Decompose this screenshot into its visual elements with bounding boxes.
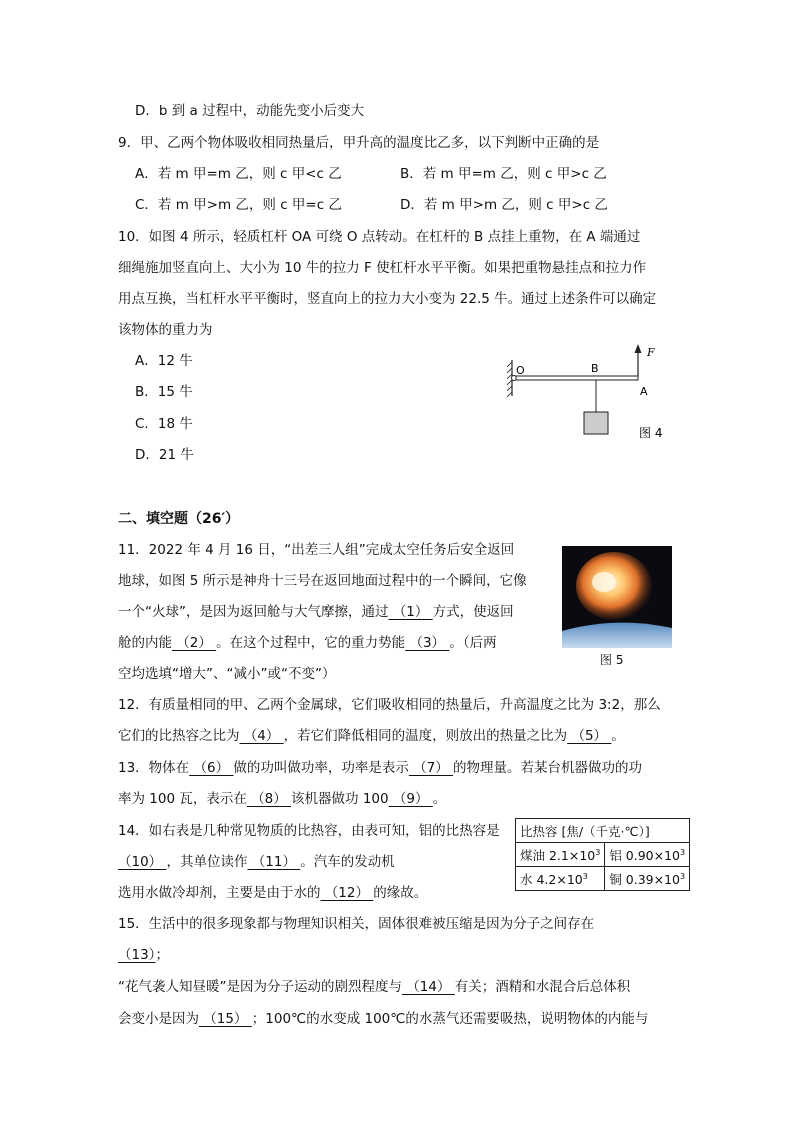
blank-9: （9） bbox=[388, 791, 433, 807]
q12-line1: 12．有质量相同的甲、乙两个金属球，它们吸收相同的热量后，升高温度之比为 3:2，那么 bbox=[118, 697, 661, 713]
fig4-caption: 图 4 bbox=[639, 426, 663, 440]
reentry-capsule-image bbox=[562, 546, 672, 648]
blank-6: （6） bbox=[189, 760, 234, 776]
q11-line1: 11．2022 年 4 月 16 日，“出差三人组”完成太空任务后安全返回 bbox=[118, 542, 515, 558]
blank-11: （11） bbox=[247, 854, 301, 870]
lever-figure bbox=[500, 340, 680, 450]
blank-5: （5） bbox=[567, 728, 612, 744]
blank-2: （2） bbox=[172, 635, 217, 651]
table-cell-aluminum: 铝 $0.90\times 10^3$ bbox=[605, 843, 690, 867]
q9-option-a: A．若 m 甲=m 乙，则 c 甲<c 乙 bbox=[135, 166, 342, 182]
blank-8: （8） bbox=[246, 791, 292, 807]
q9-stem: 9．甲、乙两个物体吸收相同热量后，甲升高的温度比乙多，以下判断中正确的是 bbox=[118, 135, 600, 151]
blank-4: （4） bbox=[239, 728, 284, 744]
blank-3: （3） bbox=[405, 635, 450, 651]
q8-option-d: D．b 到 a 过程中，动能先变小后变大 bbox=[135, 103, 365, 119]
fig5-caption: 图 5 bbox=[600, 653, 624, 667]
q15-line2: （13）； bbox=[118, 947, 169, 963]
q15-line1: 15．生活中的很多现象都与物理知识相关，固体很难被压缩是因为分子之间存在 bbox=[118, 916, 595, 932]
q15-line4: 会变小是因为 （15） ；100℃的水变成 100℃的水蒸气还需要吸热，说明物体的内能与 bbox=[118, 1011, 649, 1027]
label-b: B bbox=[591, 362, 599, 375]
q10-option-b: B．15 牛 bbox=[135, 384, 193, 400]
q14-line2: （10） ，其单位读作 （11） 。汽车的发动机 bbox=[118, 854, 395, 870]
q10-line1: 10．如图 4 所示，轻质杠杆 OA 可绕 O 点转动。在杠杆的 B 点挂上重物，在 A 端通过 bbox=[118, 229, 641, 245]
q9-option-b: B．若 m 甲=m 乙，则 c 甲>c 乙 bbox=[400, 166, 607, 182]
q10-line3: 用点互换，当杠杆水平平衡时，竖直向上的拉力大小变为 22.5 牛。通过上述条件可以确定 bbox=[118, 291, 657, 307]
table-cell-water: 水 $4.2\times 10^3$ bbox=[516, 867, 605, 891]
q11-line4: 舱的内能 （2） 。在这个过程中，它的重力势能 （3） 。（后两 bbox=[118, 635, 497, 651]
q11-line3: 一个“火球”，是因为返回舱与大气摩擦，通过 （1） 方式，使返回 bbox=[118, 604, 514, 620]
q12-line2: 它们的比热容之比为 （4） ，若它们降低相同的温度，则放出的热量之比为 （5） 。 bbox=[118, 728, 625, 744]
q14-line3: 选用水做冷却剂，主要是由于水的 （12） 的缘故。 bbox=[118, 885, 428, 901]
q9-option-d: D．若 m 甲>m 乙，则 c 甲>c 乙 bbox=[400, 197, 608, 213]
table-header: 比热容 [焦/（千克·℃）] bbox=[516, 819, 690, 843]
label-o: O bbox=[516, 364, 525, 377]
q10-line4: 该物体的重力为 bbox=[118, 322, 213, 338]
specific-heat-table bbox=[515, 818, 690, 891]
q9-option-c: C．若 m 甲>m 乙，则 c 甲=c 乙 bbox=[135, 197, 342, 213]
table-cell-copper: 铜 $0.39\times 10^3$ bbox=[605, 867, 690, 891]
q11-line2: 地球，如图 5 所示是神舟十三号在返回地面过程中的一个瞬间，它像 bbox=[118, 573, 527, 589]
table-cell-kerosene: 煤油 $2.1\times 10^3$ bbox=[516, 843, 605, 867]
blank-13: （13） bbox=[118, 947, 156, 963]
q10-option-c: C．18 牛 bbox=[135, 416, 193, 432]
q11-line5: 空均选填“增大”、“减小”或“不变”） bbox=[118, 666, 336, 682]
q10-option-d: D．21 牛 bbox=[135, 447, 194, 463]
blank-1: （1） bbox=[388, 604, 433, 620]
q10-option-a: A．12 牛 bbox=[135, 353, 193, 369]
blank-10: （10） bbox=[118, 854, 167, 870]
q14-line1: 14．如右表是几种常见物质的比热容，由表可知，铝的比热容是 bbox=[118, 823, 500, 839]
q10-line2: 细绳施加竖直向上、大小为 10 牛的拉力 F 使杠杆水平平衡。如果把重物悬挂点和拉力作 bbox=[118, 260, 647, 276]
q13-line2: 率为 100 瓦，表示在 （8） 该机器做功 100 （9） 。 bbox=[118, 791, 447, 807]
q13-line1: 13．物体在 （6） 做的功叫做功率，功率是表示 （7） 的物理量。若某台机器做功的功 bbox=[118, 760, 643, 776]
blank-14: （14） bbox=[402, 979, 455, 995]
weight-block bbox=[584, 412, 608, 434]
label-f: F bbox=[647, 346, 655, 359]
q15-line3: “花气袭人知昼暖”是因为分子运动的剧烈程度与 （14） 有关；酒精和水混合后总体积 bbox=[118, 979, 631, 995]
label-a: A bbox=[640, 385, 648, 398]
blank-7: （7） bbox=[408, 760, 454, 776]
blank-15: （15） bbox=[199, 1011, 252, 1027]
blank-12: （12） bbox=[320, 885, 374, 901]
section-title: 二、填空题（26′） bbox=[118, 511, 240, 527]
